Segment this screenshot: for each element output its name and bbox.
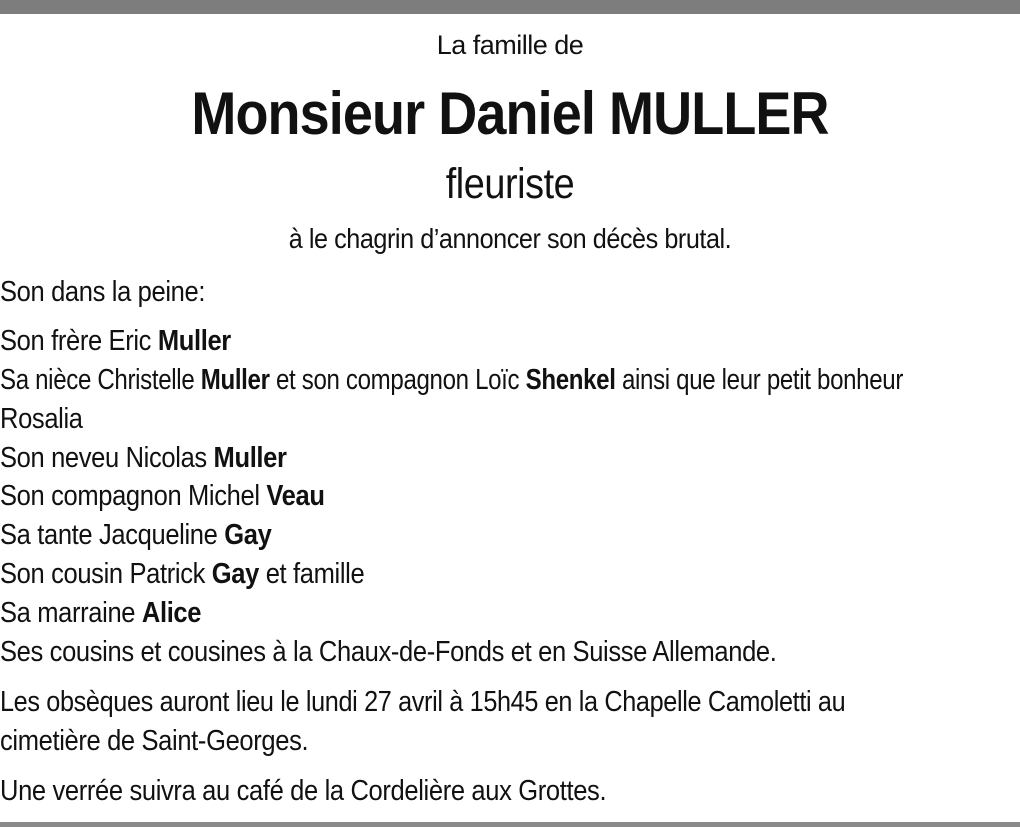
relative-prefix: Son compagnon Michel xyxy=(0,480,267,512)
relative-line xyxy=(0,594,201,633)
relative-prefix: Son neveu Nicolas xyxy=(0,442,214,474)
relative-surname: Shenkel xyxy=(525,364,616,396)
relative-line xyxy=(0,361,903,400)
relative-line xyxy=(0,322,231,361)
relative-line xyxy=(0,555,364,594)
announcement-text: à le chagrin d’annoncer son décès brutal. xyxy=(288,223,732,254)
relative-suffix: et famille xyxy=(258,558,365,590)
funeral-details-line-1: Les obsèques auront lieu le lundi 27 avril à 15h45 en la Chapelle Camoletti au xyxy=(0,686,846,718)
relative-prefix: Sa nièce Christelle xyxy=(0,364,201,396)
relative-surname: Muller xyxy=(200,364,270,396)
mourning-title: Son dans la peine: xyxy=(0,276,206,308)
relative-prefix: Son frère Eric xyxy=(0,325,158,357)
reception-details: Une verrée suivra au café de la Cordelière aux Grottes. xyxy=(0,775,607,807)
relative-line xyxy=(0,477,325,516)
deceased-profession: fleuriste xyxy=(445,160,575,208)
relative-surname: Gay xyxy=(224,519,272,551)
cousins-line: Ses cousins et cousines à la Chaux-de-Fonds et en Suisse Allemande. xyxy=(0,636,777,668)
relative-surname: Muller xyxy=(213,442,287,474)
relative-middle: et son compagnon Loïc xyxy=(269,364,526,396)
relative-line-continuation: Rosalia xyxy=(0,403,83,435)
intro-text: La famille de xyxy=(436,30,584,60)
relative-prefix: Son cousin Patrick xyxy=(0,558,212,590)
bottom-border xyxy=(0,822,1020,827)
deceased-name: Monsieur Daniel MULLER xyxy=(191,80,829,147)
relative-surname: Veau xyxy=(266,480,325,512)
relative-surname: Muller xyxy=(157,325,231,357)
relative-surname: Alice xyxy=(141,597,202,629)
funeral-details-line-2: cimetière de Saint-Georges. xyxy=(0,725,309,757)
relative-prefix: Sa tante Jacqueline xyxy=(0,519,225,551)
relative-surname: Gay xyxy=(211,558,259,590)
relative-prefix: Sa marraine xyxy=(0,597,142,629)
relative-line xyxy=(0,516,271,555)
relative-line xyxy=(0,439,287,478)
relative-suffix: ainsi que leur petit bonheur xyxy=(615,364,904,396)
